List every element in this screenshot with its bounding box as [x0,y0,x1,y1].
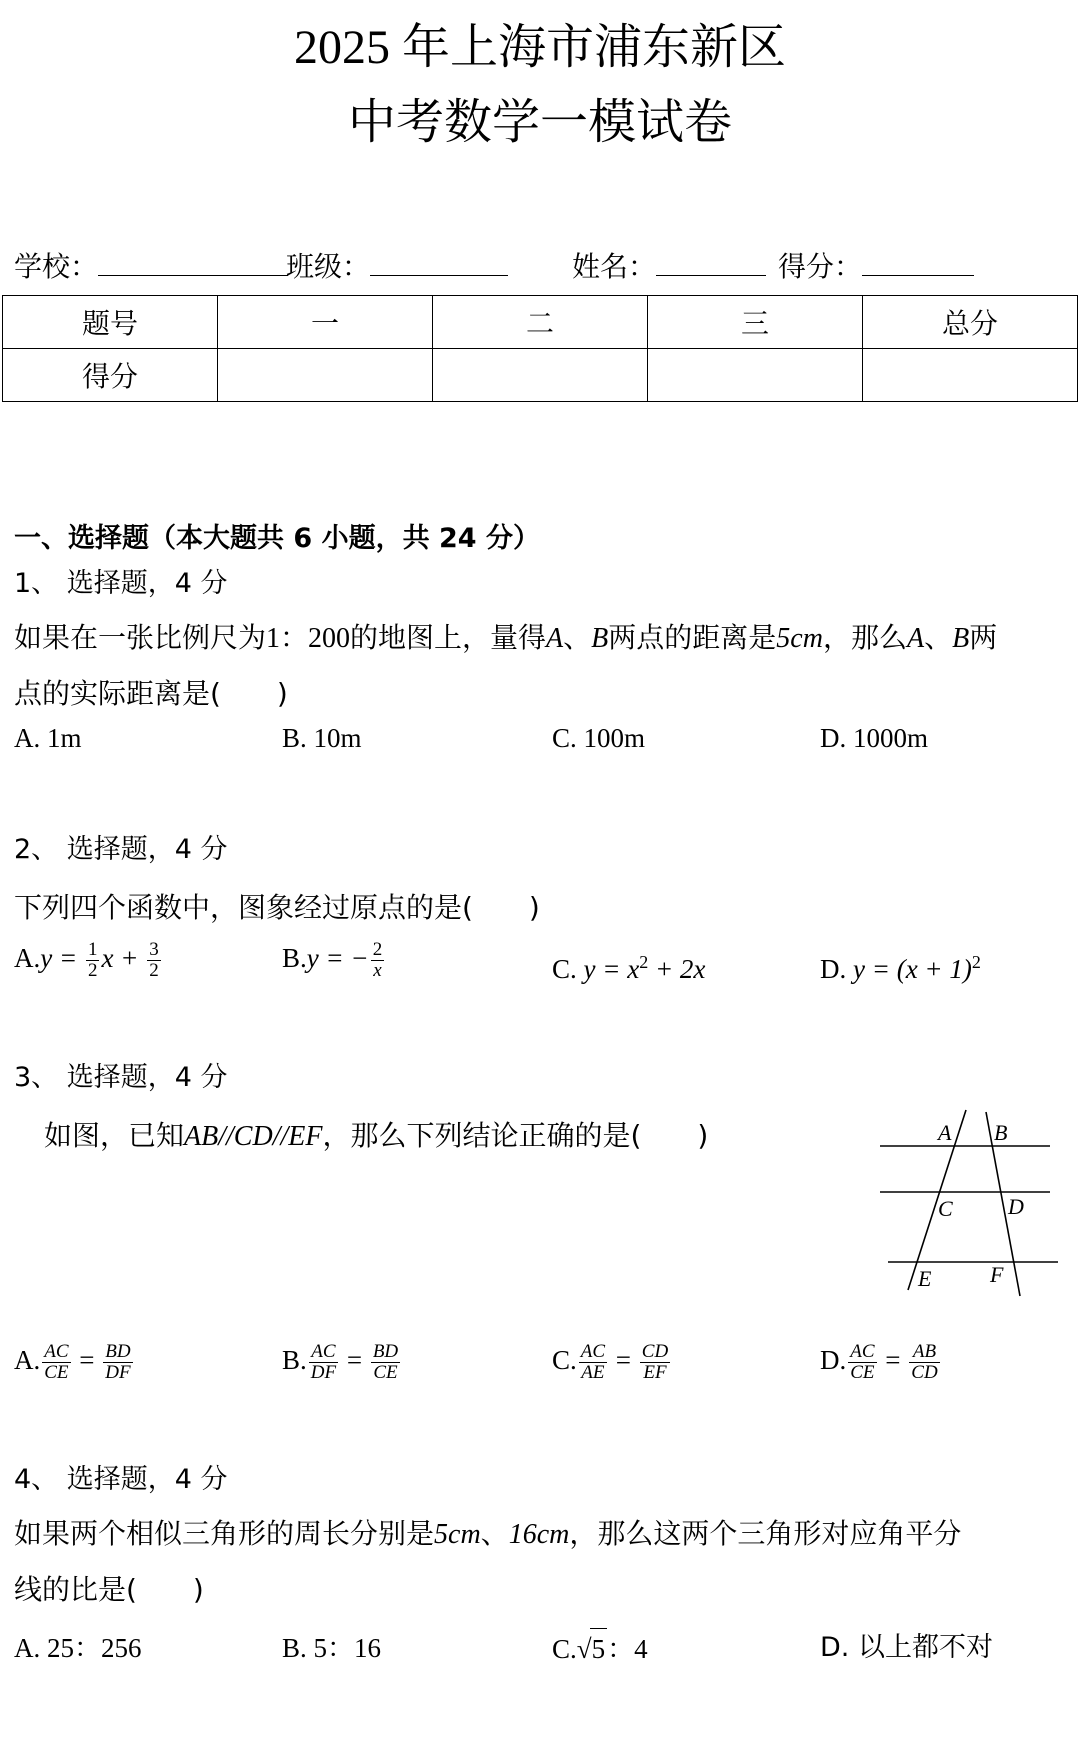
name-label: 姓名： [572,250,657,283]
q4-value-1: 5cm [434,1519,481,1550]
q2-option-d[interactable] [820,942,981,989]
q1-text: 的地图上，量得 [350,621,547,654]
transversal-ace [908,1110,966,1290]
sqrt-symbol: √ [576,1634,592,1664]
q1-ratio: 1：200 [266,623,351,654]
q2-text: 下列四个函数中，图象经过原点的是( ) [14,891,540,924]
q4-text-line2: 线的比是( ) [14,1573,204,1606]
q3-option-b[interactable] [282,1340,402,1383]
q3-text [44,1116,708,1157]
q1-text: 如果在一张比例尺为 [14,621,267,654]
school-blank[interactable] [98,249,288,276]
table-cell: 得分 [3,349,218,402]
table-cell: 总分 [863,296,1078,349]
fraction-numerator: BD [105,1341,131,1363]
q4-option-c[interactable] [552,1628,648,1669]
option-prefix: D. [820,1345,847,1375]
school-field [14,249,288,285]
page-subtitle: 中考数学一模试卷 [347,94,732,150]
q1-header: 1、 选择题，4 分 [14,568,228,599]
fraction-denominator: CE [850,1362,875,1384]
option-prefix: A. [14,1345,41,1375]
score-blank[interactable] [862,249,974,276]
label-c: C [938,1196,953,1221]
q4-sep: 、 [480,1517,509,1550]
label-f: F [990,1262,1004,1287]
fraction-denominator: 2 [149,960,159,982]
option-prefix: D. [820,954,853,984]
score-input-cell[interactable] [433,349,648,402]
fraction-denominator: 2 [87,960,98,982]
q1-point-b: B [952,623,970,654]
q3-text-part: 如图，已知 [44,1119,185,1152]
option-prefix: B. [282,1345,307,1375]
exponent: 2 [971,952,981,972]
q3-option-c[interactable] [552,1340,672,1383]
q3-option-d[interactable] [820,1340,942,1383]
q4-option-a[interactable]: A. 25：256 [14,1633,142,1663]
option-prefix: C. [552,1634,577,1664]
label-d: D [1008,1194,1024,1219]
q2-option-a[interactable] [14,938,163,981]
q2-header: 2、 选择题，4 分 [14,834,228,865]
fraction-numerator: 2 [372,939,383,961]
option-prefix: C. [552,1345,577,1375]
score-table [2,295,1078,402]
fraction-denominator: CE [44,1362,69,1384]
radicand: 5 [590,1628,608,1669]
fraction-denominator: x [373,960,382,982]
math-text: + 2x [648,954,706,984]
option-prefix: C. [552,954,584,984]
q4-text: ，那么这两个三角形对应角平分 [569,1517,962,1550]
q1-text-line2: 点的实际距离是( ) [14,677,288,710]
fraction-denominator: EF [643,1362,667,1384]
fraction-numerator: AC [309,1342,338,1363]
q1-option-d[interactable]: D. 1000m [820,723,928,753]
math-text: y = − [306,943,369,973]
school-label: 学校： [14,250,99,283]
math-text: y = (x + 1) [853,954,972,984]
fraction-numerator: AC [580,1341,606,1363]
q1-text: 两点的距离是 [608,621,777,654]
q1-distance: 5cm [776,623,823,654]
q3-header: 3、 选择题，4 分 [14,1062,228,1093]
q1-sep: 、 [563,621,592,654]
q4-text: 如果两个相似三角形的周长分别是 [14,1517,435,1550]
q2-option-b[interactable] [282,938,386,981]
fraction-numerator: BD [372,1341,399,1363]
equals-sign: = [79,1345,95,1375]
table-cell: 二 [433,296,648,349]
score-input-cell[interactable] [863,349,1078,402]
math-text: y = x [583,954,640,984]
q2-option-c[interactable] [552,942,705,989]
q1-point-a: A [906,623,925,654]
label-e: E [918,1266,932,1291]
fraction-numerator: 1 [87,939,98,961]
table-cell: 一 [218,296,433,349]
q3-option-a[interactable] [14,1340,135,1383]
q1-option-c[interactable]: C. 100m [552,723,646,753]
fraction-denominator: DF [310,1362,337,1384]
fraction-numerator: AC [44,1341,69,1363]
q4-text-line1 [14,1514,961,1555]
q4-value-2: 16cm [508,1519,570,1550]
parallel-lines-figure [870,1104,1070,1304]
q3-text-part: ，那么下列结论正确的是( ) [322,1119,709,1152]
class-label: 班级： [286,250,371,283]
exponent: 2 [639,952,649,972]
q1-point-b: B [591,623,609,654]
page-title: 2025 年上海市浦东新区 [293,21,786,74]
name-field [572,249,766,285]
q1-sep: 、 [924,621,953,654]
fraction-numerator: AC [850,1341,875,1363]
fraction-denominator: DF [105,1362,131,1384]
fraction-numerator: CD [641,1341,669,1363]
q4-option-d[interactable]: D. 以上都不对 [820,1632,993,1663]
fraction-numerator: AB [909,1342,939,1363]
option-prefix: B. [282,943,307,973]
class-field [286,249,508,285]
fraction-numerator: 3 [149,939,159,961]
q1-text: ，那么 [822,621,907,654]
class-blank[interactable] [370,249,508,276]
score-input-cell[interactable] [218,349,433,402]
fraction-denominator: CE [373,1362,398,1384]
q1-option-a[interactable]: A. 1m [14,723,82,753]
equals-sign: = [615,1345,632,1375]
label-b: B [994,1120,1008,1145]
math-text: ：4 [607,1634,648,1664]
q1-text-line1 [14,618,997,659]
fraction-denominator: CD [911,1362,938,1384]
equals-sign: = [346,1345,363,1375]
math-text: y = [40,943,84,973]
q3-relation: AB//CD//EF [184,1121,323,1152]
q4-header: 4、 选择题，4 分 [14,1464,228,1495]
q4-option-b[interactable]: B. 5：16 [282,1633,382,1663]
section-title: 一、选择题（本大题共 6 小题，共 24 分） [14,523,540,554]
q1-point-a: A [546,623,564,654]
q1-text: 两 [969,621,998,654]
table-row [3,349,1078,402]
table-row [3,296,1078,349]
fraction-denominator: AE [581,1362,605,1384]
score-input-cell[interactable] [648,349,863,402]
score-field [778,249,974,285]
equals-sign: = [885,1345,901,1375]
math-text: x + [101,943,146,973]
name-blank[interactable] [656,249,766,276]
q1-option-b[interactable]: B. 10m [282,723,362,753]
table-cell: 题号 [3,296,218,349]
score-label: 得分： [778,250,863,283]
table-cell: 三 [648,296,863,349]
option-prefix: A. [14,943,41,973]
label-a: A [938,1120,952,1145]
